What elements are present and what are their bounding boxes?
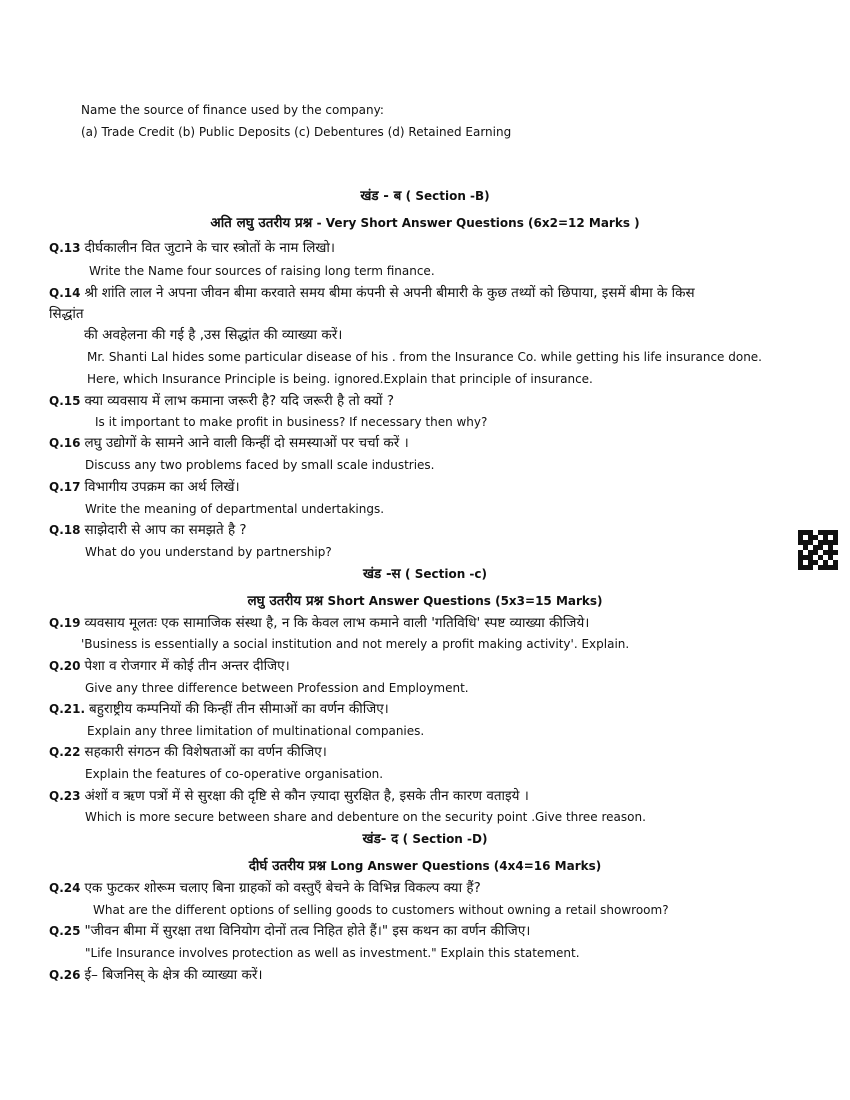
intro-options: (a) Trade Credit (b) Public Deposits (c) Debentures (d) Retained Earning <box>81 125 512 139</box>
question-22-english: Explain the features of co-operative organisation. <box>85 767 384 781</box>
question-hindi: व्यवसाय मूलतः एक सामाजिक संस्था है, न कि केवल लाभ कमाने वाली 'गतिविधि' स्पष्ट व्याख्या कीजिये। <box>84 615 590 631</box>
question-number: Q.21. <box>49 702 86 716</box>
section-b-title <box>0 187 850 205</box>
question-20-english: Give any three difference between Profession and Employment. <box>85 681 469 695</box>
question-17 <box>49 478 240 496</box>
question-19 <box>49 614 589 632</box>
question-number: Q.20 <box>49 659 81 673</box>
question-23-english: Which is more secure between share and debenture on the security point .Give three reason. <box>85 810 646 824</box>
question-hindi: पेशा व रोजगार में कोई तीन अन्तर दीजिए। <box>84 658 290 674</box>
section-c-subtitle-en: Short Answer Questions (5x3=15 Marks) <box>327 594 603 608</box>
question-number: Q.14 <box>49 286 81 300</box>
question-hindi: श्री शांति लाल ने अपना जीवन बीमा करवाते समय बीमा कंपनी से अपनी बीमारी के कुछ तथ्यों को छिपाया, इसमें बीमा के किस <box>84 285 695 301</box>
question-21 <box>49 700 389 718</box>
section-d-subtitle-en: Long Answer Questions (4x4=16 Marks) <box>330 859 602 873</box>
question-16-english: Discuss any two problems faced by small scale industries. <box>85 458 435 472</box>
question-number: Q.23 <box>49 789 81 803</box>
question-number: Q.24 <box>49 881 81 895</box>
question-13 <box>49 239 335 257</box>
question-hindi: साझेदारी से आप का समझते है ? <box>84 522 247 538</box>
question-number: Q.13 <box>49 241 81 255</box>
question-26 <box>49 966 262 984</box>
question-14-hindi-cont: सिद्धांत <box>49 306 84 322</box>
section-d-subtitle <box>0 857 850 875</box>
question-16 <box>49 434 409 452</box>
section-c-title <box>0 565 850 583</box>
section-d-title-en: ( Section -D) <box>402 832 488 846</box>
section-d-title <box>0 830 850 848</box>
section-c-title-en: ( Section -c) <box>405 567 487 581</box>
qr-code-icon <box>798 530 838 570</box>
question-14-hindi-cont2: की अवहेलना की गई है ,उस सिद्धांत की व्याख्या करें। <box>84 327 343 343</box>
question-25-english: "Life Insurance involves protection as well as investment." Explain this statement. <box>85 946 580 960</box>
question-18-english: What do you understand by partnership? <box>85 545 332 559</box>
section-d-subtitle-hi: दीर्घ उतरीय प्रश्न <box>248 858 326 874</box>
section-b-subtitle-en: - Very Short Answer Questions (6x2=12 Marks ) <box>316 216 640 230</box>
question-number: Q.25 <box>49 924 81 938</box>
question-hindi: दीर्घकालीन वित जुटाने के चार स्त्रोतों के नाम लिखो। <box>84 240 336 256</box>
question-number: Q.15 <box>49 394 81 408</box>
question-number: Q.17 <box>49 480 81 494</box>
section-b-title-en: ( Section -B) <box>405 189 490 203</box>
question-hindi: क्या व्यवसाय में लाभ कमाना जरूरी है? यदि जरूरी है तो क्यों ? <box>84 393 394 409</box>
question-hindi: बहुराष्ट्रीय कम्पनियों की किन्हीं तीन सीमाओं का वर्णन कीजिए। <box>89 701 389 717</box>
question-25 <box>49 922 530 940</box>
question-18 <box>49 521 247 539</box>
question-24 <box>49 879 481 897</box>
question-number: Q.18 <box>49 523 81 537</box>
question-hindi: अंशों व ऋण पत्रों में से सुरक्षा की दृष्टि से कौन ज़्यादा सुरक्षित है, इसके तीन कारण वताइये । <box>84 788 529 804</box>
question-hindi: सहकारी संगठन की विशेषताओं का वर्णन कीजिए। <box>84 744 327 760</box>
question-14-english-2: Here, which Insurance Principle is being. ignored.Explain that principle of insurance. <box>87 372 593 386</box>
question-14-english-1: Mr. Shanti Lal hides some particular disease of his . from the Insurance Co. while getting his life insurance done. <box>87 350 762 364</box>
question-hindi: ई– बिजनिस् के क्षेत्र की व्याख्या करें। <box>84 967 263 983</box>
question-15 <box>49 392 394 410</box>
question-number: Q.19 <box>49 616 81 630</box>
intro-question: Name the source of finance used by the company: <box>81 103 384 117</box>
question-19-english: 'Business is essentially a social institution and not merely a profit making activity'. Explain. <box>81 637 630 651</box>
section-c-subtitle <box>0 592 850 610</box>
question-number: Q.22 <box>49 745 81 759</box>
question-17-english: Write the meaning of departmental undertakings. <box>85 502 385 516</box>
question-hindi: विभागीय उपक्रम का अर्थ लिखें। <box>84 479 240 495</box>
section-d-title-hi: खंड- द <box>362 831 399 847</box>
section-b-subtitle <box>0 214 850 232</box>
section-c-subtitle-hi: लघु उतरीय प्रश्न <box>247 593 324 609</box>
section-c-title-hi: खंड -स <box>362 566 401 582</box>
section-b-title-hi: खंड - ब <box>360 188 402 204</box>
section-b-subtitle-hi: अति लघु उतरीय प्रश्न <box>210 215 313 231</box>
question-13-english: Write the Name four sources of raising long term finance. <box>89 264 435 278</box>
question-hindi: "जीवन बीमा में सुरक्षा तथा विनियोग दोनों तत्व निहित होते हैं।" इस कथन का वर्णन कीजिए। <box>84 923 531 939</box>
question-24-english: What are the different options of selling goods to customers without owning a retail showroom? <box>93 903 669 917</box>
question-number: Q.26 <box>49 968 81 982</box>
question-hindi: लघु उद्योगों के सामने आने वाली किन्हीं दो समस्याओं पर चर्चा करें । <box>84 435 409 451</box>
question-14 <box>49 284 695 302</box>
question-23 <box>49 787 529 805</box>
question-22 <box>49 743 327 761</box>
question-number: Q.16 <box>49 436 81 450</box>
question-20 <box>49 657 290 675</box>
question-15-english: Is it important to make profit in business? If necessary then why? <box>95 415 488 429</box>
question-21-english: Explain any three limitation of multinational companies. <box>87 724 425 738</box>
question-hindi: एक फुटकर शोरूम चलाए बिना ग्राहकों को वस्तुएँ बेचने के विभिन्न विकल्प क्या हैं? <box>84 880 481 896</box>
